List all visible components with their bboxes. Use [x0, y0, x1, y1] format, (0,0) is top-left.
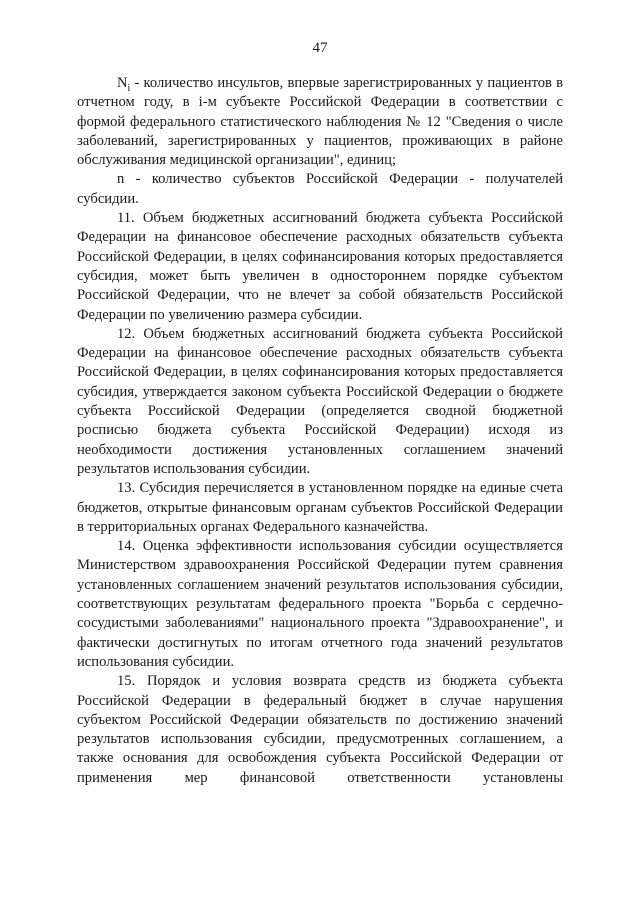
variable-symbol: N — [117, 75, 128, 91]
paragraph-text: - количество инсультов, впервые зарегистрированных у пациентов в отчетном году, в i-м субъекте Российской Федерации в соответствии с формой федерального статистического наблюдения № 12 "Сведения о числе заболеваний, зарегистрированных у пациентов, проживающих в районе обслуживания медицинской организации", единиц; — [77, 75, 563, 169]
page-number: 47 — [312, 40, 328, 56]
document-body — [77, 74, 563, 788]
paragraph-ni-definition — [77, 74, 563, 170]
paragraph-14: 14. Оценка эффективности использования субсидии осуществляется Министерством здравоохранения Российской Федерации путем сравнения установленных соглашением значений результатов использования субсидии, соответствующих результатам федерального проекта "Борьба с сердечно-сосудистыми заболеваниями" национального проекта "Здравоохранение", и фактически достигнутых по итогам отчетного года значений результатов использования субсидии. — [77, 538, 563, 670]
paragraph-13: 13. Субсидия перечисляется в установленном порядке на единые счета бюджетов, открытые финансовым органам субъектов Российской Федерации в территориальных органах Федерального казначейства. — [77, 480, 563, 535]
paragraph-15: 15. Порядок и условия возврата средств из бюджета субъекта Российской Федерации в федеральный бюджет в случае нарушения субъектом Российской Федерации обязательств по достижению значений результатов использования субсидии, предусмотренных соглашением, а также основания для освобождения субъекта Российской Федерации от применения мер финансовой ответственности установлены — [77, 673, 563, 786]
paragraph-12: 12. Объем бюджетных ассигнований бюджета субъекта Российской Федерации на финансовое обеспечение расходных обязательств субъекта Российской Федерации, в целях софинансирования которых предоставляется субсидия, утверждается законом субъекта Российской Федерации о бюджете субъекта Российской Федерации (определяется сводной бюджетной росписью бюджета субъекта Российской Федерации) исходя из необходимости достижения установленных соглашением значений результатов использования субсидии. — [77, 325, 563, 477]
paragraph-n-definition: n - количество субъектов Российской Федерации - получателей субсидии. — [77, 171, 563, 207]
variable-subscript: i — [127, 82, 131, 94]
paragraph-11: 11. Объем бюджетных ассигнований бюджета субъекта Российской Федерации на финансовое обеспечение расходных обязательств субъекта Российской Федерации, в целях софинансирования которых предоставляется субсидия, может быть увеличен в одностороннем порядке субъектом Российской Федерации, что не влечет за собой обязательств Российской Федерации по увеличению размера субсидии. — [77, 210, 563, 323]
